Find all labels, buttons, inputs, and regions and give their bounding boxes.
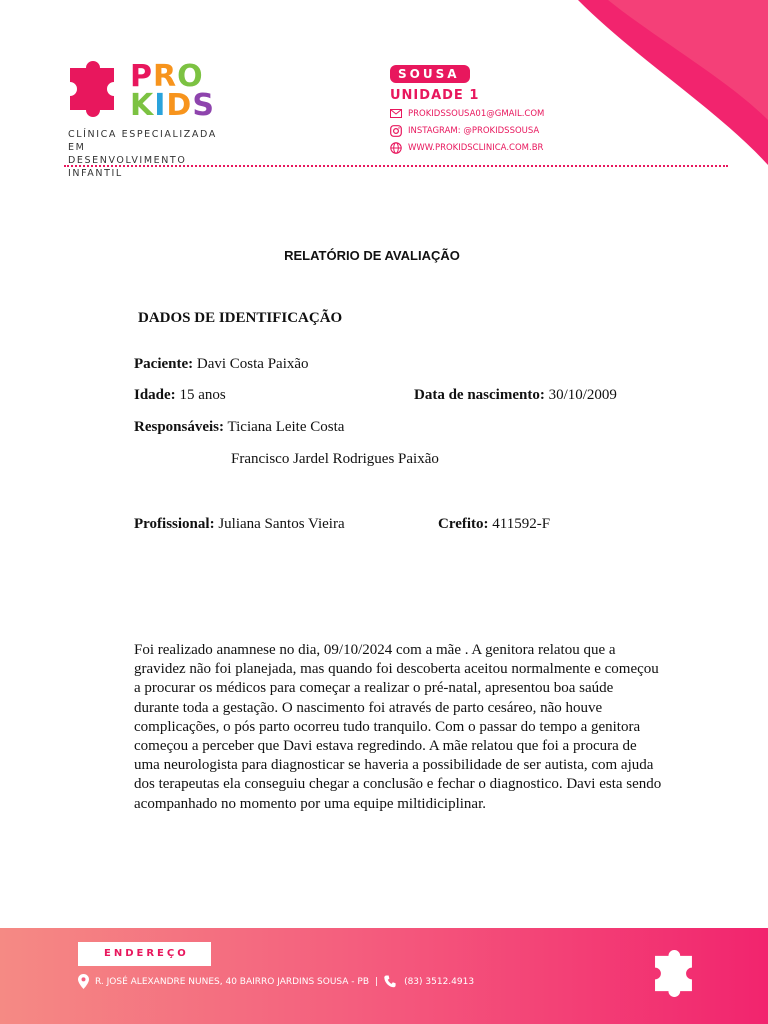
age-field bbox=[134, 387, 226, 404]
professional-value: Juliana Santos Vieira bbox=[214, 516, 345, 532]
guardians-field bbox=[134, 419, 344, 436]
email-line[interactable] bbox=[390, 107, 544, 120]
logo-subtitle: CLÍNICA ESPECIALIZADA EM DESENVOLVIMENTO INFANTIL bbox=[68, 129, 217, 179]
patient-field bbox=[134, 356, 309, 373]
instagram-text: INSTAGRAM: @PROKIDSSOUSA bbox=[408, 125, 540, 136]
guardian-2-value: Francisco Jardel Rodrigues Paixão bbox=[231, 451, 439, 467]
puzzle-piece-icon bbox=[64, 54, 126, 118]
report-title: RELATÓRIO DE AVALIAÇÃO bbox=[284, 248, 460, 263]
crefito-value: 411592-F bbox=[488, 516, 551, 532]
logo-letter-i: I bbox=[154, 88, 167, 123]
logo-letter-p: P bbox=[130, 59, 153, 94]
phone-text: (83) 3512.4913 bbox=[404, 976, 475, 987]
crefito-field bbox=[438, 516, 550, 533]
address-badge: ENDEREÇO bbox=[78, 942, 211, 966]
mail-icon bbox=[390, 109, 402, 118]
header-divider bbox=[64, 165, 728, 167]
instagram-line[interactable] bbox=[390, 124, 544, 137]
logo-letter-r: R bbox=[153, 59, 178, 94]
logo-letter-d: D bbox=[166, 88, 193, 123]
website-text: WWW.PROKIDSCLINICA.COM.BR bbox=[408, 142, 544, 153]
patient-label: Paciente: bbox=[134, 356, 194, 372]
logo-letter-o: O bbox=[177, 59, 204, 94]
globe-icon bbox=[390, 142, 402, 154]
puzzle-piece-icon-footer bbox=[650, 944, 702, 998]
guardian-2-field bbox=[231, 451, 439, 468]
guardians-label: Responsáveis: bbox=[134, 419, 225, 435]
logo-kids-word bbox=[130, 88, 215, 123]
birthdate-label: Data de nascimento: bbox=[414, 387, 545, 403]
guardian-1-value: Ticiana Leite Costa bbox=[224, 419, 345, 435]
email-text: PROKIDSSOUSA01@GMAIL.COM bbox=[408, 108, 545, 119]
website-line[interactable] bbox=[390, 141, 544, 154]
birthdate-field bbox=[414, 387, 617, 404]
logo-letter-k: K bbox=[130, 88, 155, 123]
address-separator: | bbox=[375, 976, 379, 987]
location-pin-icon bbox=[78, 974, 89, 989]
letterhead bbox=[0, 0, 768, 179]
patient-value: Davi Costa Paixão bbox=[193, 356, 309, 372]
unit-label: UNIDADE 1 bbox=[390, 88, 480, 103]
address-line bbox=[78, 974, 474, 989]
crefito-label: Crefito: bbox=[438, 516, 489, 532]
age-value: 15 anos bbox=[175, 387, 226, 403]
phone-icon bbox=[384, 975, 396, 988]
city-badge: SOUSA bbox=[390, 65, 470, 83]
professional-field bbox=[134, 516, 345, 533]
logo-letter-s: S bbox=[192, 88, 215, 123]
section-title: DADOS DE IDENTIFICAÇÃO bbox=[138, 310, 343, 326]
contact-block bbox=[390, 63, 544, 154]
address-text: R. JOSÉ ALEXANDRE NUNES, 40 BAIRRO JARDINS SOUSA - PB bbox=[95, 976, 370, 987]
instagram-icon bbox=[390, 125, 402, 137]
age-label: Idade: bbox=[134, 387, 176, 403]
birthdate-value: 30/10/2009 bbox=[544, 387, 617, 403]
professional-label: Profissional: bbox=[134, 516, 215, 532]
footer-banner bbox=[0, 928, 768, 1024]
anamnesis-paragraph: Foi realizado anamnese no dia, 09/10/2024 com a mãe . A genitora relatou que a gravidez não foi planejada, mas quando foi descoberta aceitou normalmente e começou a procurar os médicos para começar a realizar o pré-natal, apresentou boa saúde durante toda a gestação. O nascimento foi através de parto cesáreo, não houve complicações, o pós parto ocorreu tudo tranquilo. Com o passar do tempo a genitora começou a perceber que Davi estava regredindo. A mãe relatou que foi a procura de uma neurologista para diagnosticar se haveria a possibilidade de ser autista, com ajuda dos terapeutas ela conseguiu chegar a conclusão e fechar o diagnostico. Davi esta sendo acompanhado no momento por uma equipe miltidiciplinar. bbox=[134, 642, 662, 812]
prokids-logo bbox=[64, 54, 234, 179]
